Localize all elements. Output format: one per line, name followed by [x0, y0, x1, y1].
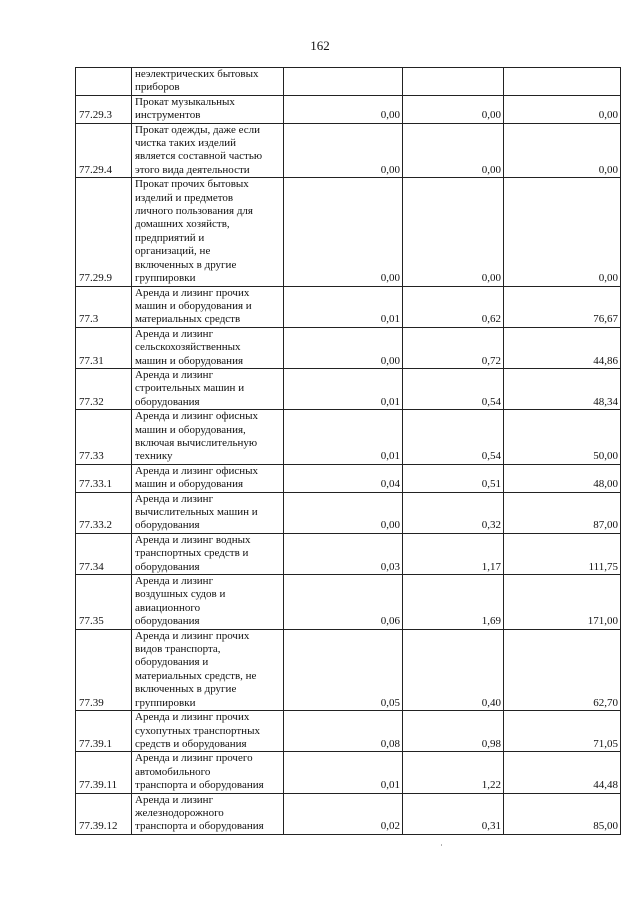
name-cell	[132, 327, 284, 368]
name-line: машин и оборудования	[135, 478, 244, 491]
code-cell: 77.29.4	[76, 123, 132, 178]
name-line: Прокат одежды, даже если	[135, 123, 261, 136]
name-cell	[132, 629, 284, 710]
code-cell: 77.29.9	[76, 178, 132, 286]
name-line: Аренда и лизинг офисных	[135, 410, 259, 423]
value-cell-2: 0,54	[403, 410, 504, 465]
name-cell	[132, 68, 284, 96]
value-cell-1	[284, 68, 403, 96]
value-cell-3: 0,00	[504, 178, 621, 286]
name-line: вычислительных машин и	[135, 506, 258, 518]
value-cell-2: 0,31	[403, 793, 504, 834]
name-cell	[132, 492, 284, 533]
name-line: Аренда и лизинг	[135, 492, 214, 505]
name-line: авиационного	[135, 601, 201, 614]
value-cell-3: 48,00	[504, 464, 621, 492]
name-line: группировки	[135, 696, 196, 709]
value-cell-2: 0,00	[403, 95, 504, 123]
table-row	[76, 68, 621, 96]
name-line: Аренда и лизинг прочих	[135, 711, 250, 724]
name-line: Аренда и лизинг офисных	[135, 464, 259, 477]
name-line: оборудования	[135, 615, 200, 628]
name-line: неэлектрических бытовых	[135, 68, 259, 80]
value-cell-1: 0,02	[284, 793, 403, 834]
name-cell	[132, 368, 284, 409]
name-line: включая вычислительную	[135, 436, 258, 449]
data-table	[75, 67, 621, 835]
name-line: Аренда и лизинг	[135, 575, 214, 588]
name-line: машин и оборудования,	[135, 423, 246, 436]
name-line: оборудования	[135, 560, 200, 573]
name-cell	[132, 752, 284, 793]
value-cell-1: 0,01	[284, 286, 403, 327]
value-cell-1: 0,03	[284, 533, 403, 574]
code-cell: 77.31	[76, 327, 132, 368]
name-line: транспорта и оборудования	[135, 820, 264, 833]
value-cell-2: 0,00	[403, 178, 504, 286]
value-cell-3: 62,70	[504, 629, 621, 710]
value-cell-2: 0,62	[403, 286, 504, 327]
name-line: материальных средств	[135, 313, 241, 326]
table-row	[76, 327, 621, 368]
table-row	[76, 410, 621, 465]
table-row	[76, 711, 621, 752]
value-cell-3: 0,00	[504, 95, 621, 123]
name-line: автомобильного	[135, 765, 211, 778]
value-cell-2: 0,98	[403, 711, 504, 752]
code-cell: 77.33.2	[76, 492, 132, 533]
name-line: Аренда и лизинг водных	[135, 533, 251, 546]
name-line: железнодорожного	[135, 806, 224, 819]
name-line: транспортных средств и	[135, 547, 249, 560]
scan-mark: ˙	[440, 843, 443, 853]
name-line: оборудования	[135, 519, 200, 532]
value-cell-1: 0,04	[284, 464, 403, 492]
name-line: Аренда и лизинг прочих	[135, 629, 250, 642]
name-line: Аренда и лизинг	[135, 368, 214, 381]
value-cell-3: 44,86	[504, 327, 621, 368]
name-line: этого вида деятельности	[135, 163, 250, 176]
code-cell	[76, 68, 132, 96]
name-line: технику	[135, 450, 173, 463]
value-cell-3: 50,00	[504, 410, 621, 465]
code-cell: 77.32	[76, 368, 132, 409]
name-line: личного пользования для	[135, 205, 253, 218]
table-row	[76, 752, 621, 793]
table-row	[76, 368, 621, 409]
code-cell: 77.34	[76, 533, 132, 574]
value-cell-2: 0,32	[403, 492, 504, 533]
name-line: инструментов	[135, 109, 201, 122]
value-cell-3: 48,34	[504, 368, 621, 409]
name-cell	[132, 178, 284, 286]
name-line: Прокат прочих бытовых	[135, 178, 249, 191]
table-row	[76, 464, 621, 492]
value-cell-2: 0,72	[403, 327, 504, 368]
name-line: Прокат музыкальных	[135, 95, 235, 108]
name-line: строительных машин и	[135, 382, 245, 395]
name-line: включенных в другие	[135, 683, 237, 696]
name-line: Аренда и лизинг прочих	[135, 286, 250, 299]
table-row	[76, 492, 621, 533]
value-cell-3: 76,67	[504, 286, 621, 327]
name-line: Аренда и лизинг прочего	[135, 752, 253, 765]
name-line: воздушных судов и	[135, 588, 226, 601]
name-line: оборудования и	[135, 656, 209, 669]
value-cell-1: 0,00	[284, 492, 403, 533]
name-line: материальных средств, не	[135, 669, 257, 682]
value-cell-1: 0,01	[284, 752, 403, 793]
name-line: включенных в другие	[135, 258, 237, 271]
value-cell-2: 1,69	[403, 575, 504, 630]
table-body	[76, 68, 621, 835]
name-line: средств и оборудования	[135, 737, 247, 750]
name-line: видов транспорта,	[135, 643, 221, 656]
value-cell-2	[403, 68, 504, 96]
name-line: предприятий и	[135, 231, 205, 244]
code-cell: 77.29.3	[76, 95, 132, 123]
name-line: домашних хозяйств,	[135, 218, 230, 231]
value-cell-2: 0,54	[403, 368, 504, 409]
name-cell	[132, 711, 284, 752]
value-cell-1: 0,06	[284, 575, 403, 630]
value-cell-2: 1,22	[403, 752, 504, 793]
value-cell-3: 87,00	[504, 492, 621, 533]
value-cell-1: 0,01	[284, 410, 403, 465]
value-cell-3: 111,75	[504, 533, 621, 574]
value-cell-1: 0,00	[284, 95, 403, 123]
table-row	[76, 178, 621, 286]
table-row	[76, 793, 621, 834]
table-row	[76, 286, 621, 327]
table-row	[76, 95, 621, 123]
value-cell-1: 0,05	[284, 629, 403, 710]
code-cell: 77.39.12	[76, 793, 132, 834]
name-line: является составной частью	[135, 150, 263, 163]
value-cell-3: 71,05	[504, 711, 621, 752]
name-cell	[132, 95, 284, 123]
name-line: организаций, не	[135, 245, 211, 258]
value-cell-3: 171,00	[504, 575, 621, 630]
value-cell-3: 0,00	[504, 123, 621, 178]
page-number: 162	[310, 38, 330, 53]
name-line: машин и оборудования	[135, 354, 244, 367]
name-cell	[132, 123, 284, 178]
name-line: группировки	[135, 272, 196, 285]
value-cell-2: 0,51	[403, 464, 504, 492]
value-cell-1: 0,08	[284, 711, 403, 752]
name-line: сельскохозяйственных	[135, 341, 241, 354]
value-cell-2: 1,17	[403, 533, 504, 574]
name-cell	[132, 464, 284, 492]
name-cell	[132, 410, 284, 465]
code-cell: 77.35	[76, 575, 132, 630]
table-row	[76, 629, 621, 710]
name-line: чистка таких изделий	[135, 137, 236, 150]
value-cell-1: 0,01	[284, 368, 403, 409]
code-cell: 77.3	[76, 286, 132, 327]
value-cell-2: 0,00	[403, 123, 504, 178]
name-line: изделий и предметов	[135, 191, 234, 204]
name-cell	[132, 533, 284, 574]
value-cell-3: 44,48	[504, 752, 621, 793]
name-line: оборудования	[135, 395, 200, 408]
name-line: приборов	[135, 81, 180, 94]
value-cell-2: 0,40	[403, 629, 504, 710]
name-line: сухопутных транспортных	[135, 724, 260, 737]
table-row	[76, 533, 621, 574]
code-cell: 77.33	[76, 410, 132, 465]
value-cell-3	[504, 68, 621, 96]
code-cell: 77.33.1	[76, 464, 132, 492]
name-line: машин и оборудования и	[135, 299, 252, 312]
value-cell-3: 85,00	[504, 793, 621, 834]
code-cell: 77.39.11	[76, 752, 132, 793]
name-cell	[132, 575, 284, 630]
table-row	[76, 575, 621, 630]
name-line: Аренда и лизинг	[135, 793, 214, 806]
name-cell	[132, 793, 284, 834]
value-cell-1: 0,00	[284, 178, 403, 286]
name-line: транспорта и оборудования	[135, 779, 264, 792]
value-cell-1: 0,00	[284, 327, 403, 368]
code-cell: 77.39	[76, 629, 132, 710]
name-line: Аренда и лизинг	[135, 327, 214, 340]
code-cell: 77.39.1	[76, 711, 132, 752]
value-cell-1: 0,00	[284, 123, 403, 178]
table-row	[76, 123, 621, 178]
name-cell	[132, 286, 284, 327]
